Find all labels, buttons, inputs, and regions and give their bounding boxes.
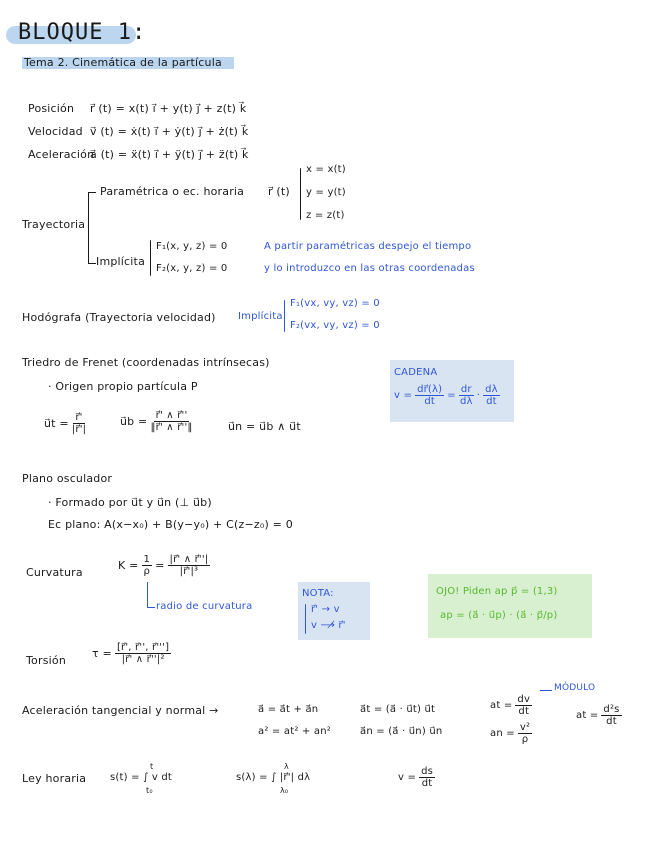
- k-den-1: ρ: [143, 566, 151, 577]
- hodografa-brace: [284, 300, 285, 332]
- cadena-den-2: dλ: [459, 396, 473, 407]
- radio-curvatura: radio de curvatura: [156, 601, 253, 612]
- trayectoria-note-2: y lo introduzco en las otras coordenadas: [264, 263, 475, 274]
- posicion-eq: r⃗ (t) = x(t) i⃗ + y(t) j⃗ + z(t) k⃗: [90, 102, 247, 115]
- ley-eq-1-upper: t: [150, 762, 154, 771]
- ub-lhs: u⃗b =: [120, 415, 148, 428]
- an-den: ρ: [521, 734, 529, 745]
- velocidad-label: Velocidad: [28, 125, 83, 138]
- plano-bullet: · Formado por u⃗t y u⃗n (⊥ u⃗b): [48, 496, 212, 509]
- at-equation: [490, 694, 532, 717]
- acel-eq-3: a⃗t = (a⃗ · u⃗t) u⃗t: [360, 704, 436, 715]
- ley-eq-1-lower: t₀: [146, 786, 153, 795]
- ut-num: r⃗': [75, 412, 83, 423]
- cadena-num-1: dr⃗(λ): [417, 384, 443, 395]
- ub-equation: [120, 410, 193, 433]
- brace-top: [88, 192, 96, 193]
- impl-eq-1: F₁(x, y, z) = 0: [156, 241, 228, 252]
- implicita-label: Implícita: [96, 255, 146, 268]
- brace-bottom: [88, 263, 96, 264]
- ley-eq-2-upper: λ: [284, 762, 289, 771]
- v-fraction: [419, 766, 435, 789]
- ut-fraction: [72, 412, 86, 435]
- trayectoria-note-1: A partir paramétricas despejo el tiempo: [264, 241, 472, 252]
- ut-lhs: u⃗t =: [44, 417, 69, 430]
- an-equation: [490, 722, 532, 745]
- ojo-line-1: OJO! Piden ap p⃗ = (1,3): [436, 586, 558, 597]
- curvatura-equation: [118, 554, 210, 577]
- torsion-den: |r⃗' ∧ r⃗''|²: [121, 654, 165, 665]
- nota-line-2: v ⟶̸ r⃗': [311, 620, 346, 631]
- hodografa-eq-1: F₁(vx, vy, vz) = 0: [290, 298, 380, 309]
- cadena-num-3: dλ: [485, 384, 498, 395]
- un-equation: u⃗n = u⃗b ∧ u⃗t: [228, 420, 301, 433]
- k-lhs: K =: [118, 559, 139, 572]
- ley-eq-2-lower: λ₀: [280, 786, 289, 795]
- k-frac-2: [168, 554, 211, 577]
- hodografa-label: Hodógrafa (Trayectoria velocidad): [22, 311, 216, 324]
- an-num: v²: [519, 722, 531, 733]
- an-lhs: an =: [490, 728, 515, 739]
- r-t-label: r⃗ (t): [268, 185, 290, 198]
- torsion-num: [r⃗', r⃗'', r⃗''']: [116, 642, 170, 653]
- v-den: dt: [421, 778, 433, 789]
- posicion-label: Posición: [28, 102, 75, 115]
- cadena-frac-1: [415, 384, 444, 407]
- trayectoria-label: Trayectoria: [22, 218, 86, 231]
- cadena-den-3: dt: [486, 396, 497, 407]
- trayectoria-brace: [88, 192, 89, 264]
- param-eq-z: z = z(t): [306, 210, 345, 221]
- at-lhs: at =: [490, 700, 513, 711]
- v-num: ds: [421, 766, 434, 777]
- k-num-1: 1: [143, 554, 151, 565]
- torsion-label: Torsión: [26, 654, 66, 667]
- page-subtitle: Tema 2. Cinemática de la partícula: [24, 56, 222, 69]
- ub-den: ‖r⃗' ∧ r⃗''‖: [150, 422, 193, 433]
- v-lhs: v =: [398, 772, 417, 783]
- at2-num: d²s: [603, 704, 620, 715]
- torsion-lhs: τ =: [92, 647, 112, 660]
- ley-label: Ley horaria: [22, 772, 87, 785]
- page-title: BLOQUE 1:: [18, 20, 147, 45]
- impl-eq-2: F₂(x, y, z) = 0: [156, 263, 228, 274]
- aceleracion-label: Aceleración: [28, 148, 95, 161]
- impl-brace: [150, 240, 151, 276]
- at-den: dt: [518, 706, 530, 717]
- plano-ec: Ec plano: A(x−x₀) + B(y−y₀) + C(z−z₀) = 0: [48, 518, 293, 531]
- acel-eq-2: a² = at² + an²: [258, 726, 331, 737]
- cadena-den-1: dt: [424, 396, 435, 407]
- ub-fraction: [150, 410, 192, 433]
- at2-equation: [576, 704, 622, 727]
- cadena-title: CADENA: [394, 367, 438, 378]
- velocidad-eq: v⃗ (t) = ẋ(t) i⃗ + ẏ(t) j⃗ + ż(t) k⃗: [90, 125, 249, 138]
- radio-line: [147, 582, 148, 608]
- acel-eq-1: a⃗ = a⃗t + a⃗n: [258, 704, 319, 715]
- aceleraciones-label: Aceleración tangencial y normal →: [22, 704, 219, 717]
- torsion-equation: [92, 642, 171, 665]
- torsion-fraction: [115, 642, 171, 665]
- triedro-label: Triedro de Frenet (coordenadas intrínsecas): [22, 356, 270, 369]
- ojo-line-2: ap = (a⃗ · u⃗p) · (a⃗ · p⃗/p): [440, 610, 558, 621]
- nota-line-1: r⃗' → v: [311, 604, 340, 615]
- modulo-label: MÓDULO: [554, 683, 596, 693]
- nota-brace: [305, 604, 306, 634]
- ley-eq-2: s(λ) = ∫ |r⃗'| dλ: [236, 772, 311, 783]
- triedro-bullet: · Origen propio partícula P: [48, 380, 198, 393]
- radio-arrow: [147, 607, 155, 608]
- at2-den: dt: [606, 716, 617, 727]
- hodografa-eq-2: F₂(vx, vy, vz) = 0: [290, 320, 380, 331]
- cadena-frac-2: [459, 384, 474, 407]
- param-brace: [300, 168, 301, 220]
- ojo-box: [428, 574, 592, 638]
- aceleracion-eq: a⃗ (t) = ẍ(t) i⃗ + ÿ(t) j⃗ + z̈(t) k⃗: [90, 148, 249, 161]
- ut-equation: [44, 412, 86, 435]
- k-num-2: |r⃗' ∧ r⃗''|: [169, 554, 209, 565]
- ub-num: r⃗' ∧ r⃗'': [155, 410, 188, 421]
- cadena-equation: [394, 384, 500, 407]
- k-frac-1: [142, 554, 153, 577]
- at2-lhs: at =: [576, 710, 599, 721]
- an-fraction: [518, 722, 532, 745]
- nota-title: NOTA:: [302, 588, 334, 599]
- cadena-frac-3: [483, 384, 500, 407]
- k-den-2: |r⃗'|³: [179, 566, 199, 577]
- cadena-dot: ·: [476, 390, 481, 401]
- param-eq-x: x = x(t): [306, 164, 346, 175]
- ut-den: |r⃗'|: [71, 424, 87, 435]
- at-num: dv: [517, 694, 531, 705]
- v-equation: [398, 766, 435, 789]
- cadena-lhs: v =: [394, 390, 413, 401]
- param-eq-y: y = y(t): [306, 187, 346, 198]
- hodografa-implicita: Implícita: [238, 311, 283, 322]
- cadena-eq: =: [447, 390, 456, 401]
- curvatura-label: Curvatura: [26, 566, 83, 579]
- parametrica-label: Paramétrica o ec. horaria: [100, 185, 245, 198]
- at-fraction: [515, 694, 532, 717]
- plano-label: Plano osculador: [22, 472, 113, 485]
- ley-eq-1: s(t) = ∫ v dt: [110, 772, 173, 783]
- k-eq: =: [155, 559, 165, 572]
- acel-eq-4: a⃗n = (a⃗ · u⃗n) u⃗n: [360, 726, 443, 737]
- at2-fraction: [601, 704, 621, 727]
- cadena-num-2: dr: [460, 384, 472, 395]
- modulo-arrow: [540, 690, 552, 691]
